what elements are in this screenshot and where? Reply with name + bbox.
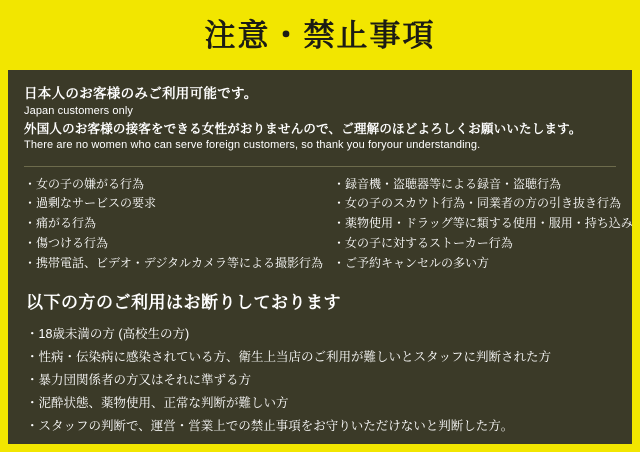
page-title: 注意・禁止事項 (204, 17, 436, 53)
list-item: ・性病・伝染病に感染されている方、衛生上当店のご利用が難しいとスタッフに判断された方 (26, 349, 552, 364)
list-item: ・女の子のスカウト行為・同業者の方の引き抜き行為 (333, 196, 622, 211)
divider (24, 166, 616, 167)
refusal-section-title: 以下の方のご利用はお断りしております (26, 292, 341, 312)
japanese-only-notice (24, 84, 616, 154)
notice-line-en-secondary: There are no women who can serve foreign customers, so thank you foryour understanding. (24, 138, 481, 151)
list-item: ・ご予約キャンセルの多い方 (333, 255, 490, 270)
list-item: ・暴力団関係者の方又はそれに準ずる方 (26, 372, 252, 387)
list-item: ・携帯電話、ビデオ・デジタルカメラ等による撮影行為 (24, 255, 324, 270)
list-item: ・痛がる行為 (24, 216, 97, 231)
notice-line-jp-secondary: 外国人のお客様の接客をできる女性がおりませんので、ご理解のほどよろしくお願いいたします。 (24, 121, 582, 136)
prohibited-right-list (333, 175, 633, 274)
content-panel (8, 70, 632, 444)
list-item: ・過剰なサービスの要求 (24, 196, 157, 211)
notice-line-jp-primary: 日本人のお客様のみご利用可能です。 (24, 86, 258, 101)
prohibited-left-column (24, 175, 323, 274)
prohibited-left-list (24, 175, 323, 274)
notice-line-en-primary: Japan customers only (24, 104, 133, 117)
list-item: ・録音機・盗聴器等による録音・盗聴行為 (333, 176, 562, 191)
prohibited-actions-columns (24, 175, 633, 274)
list-item: ・女の子に対するストーカー行為 (333, 235, 513, 250)
page-header (0, 0, 640, 70)
prohibited-right-column (333, 175, 633, 274)
list-item: ・泥酔状態、薬物使用、正常な判断が難しい方 (26, 395, 289, 410)
list-item: ・女の子の嫌がる行為 (24, 176, 145, 191)
list-item: ・薬物使用・ドラッグ等に類する使用・服用・持ち込み (333, 216, 633, 231)
refusal-list (24, 323, 616, 439)
list-item: ・スタッフの判断で、運営・営業上での禁止事項をお守りいただけないと判断した方。 (26, 419, 514, 434)
list-item: ・傷つける行為 (24, 235, 109, 250)
list-item: ・18歳未満の方 (高校生の方) (26, 326, 190, 341)
